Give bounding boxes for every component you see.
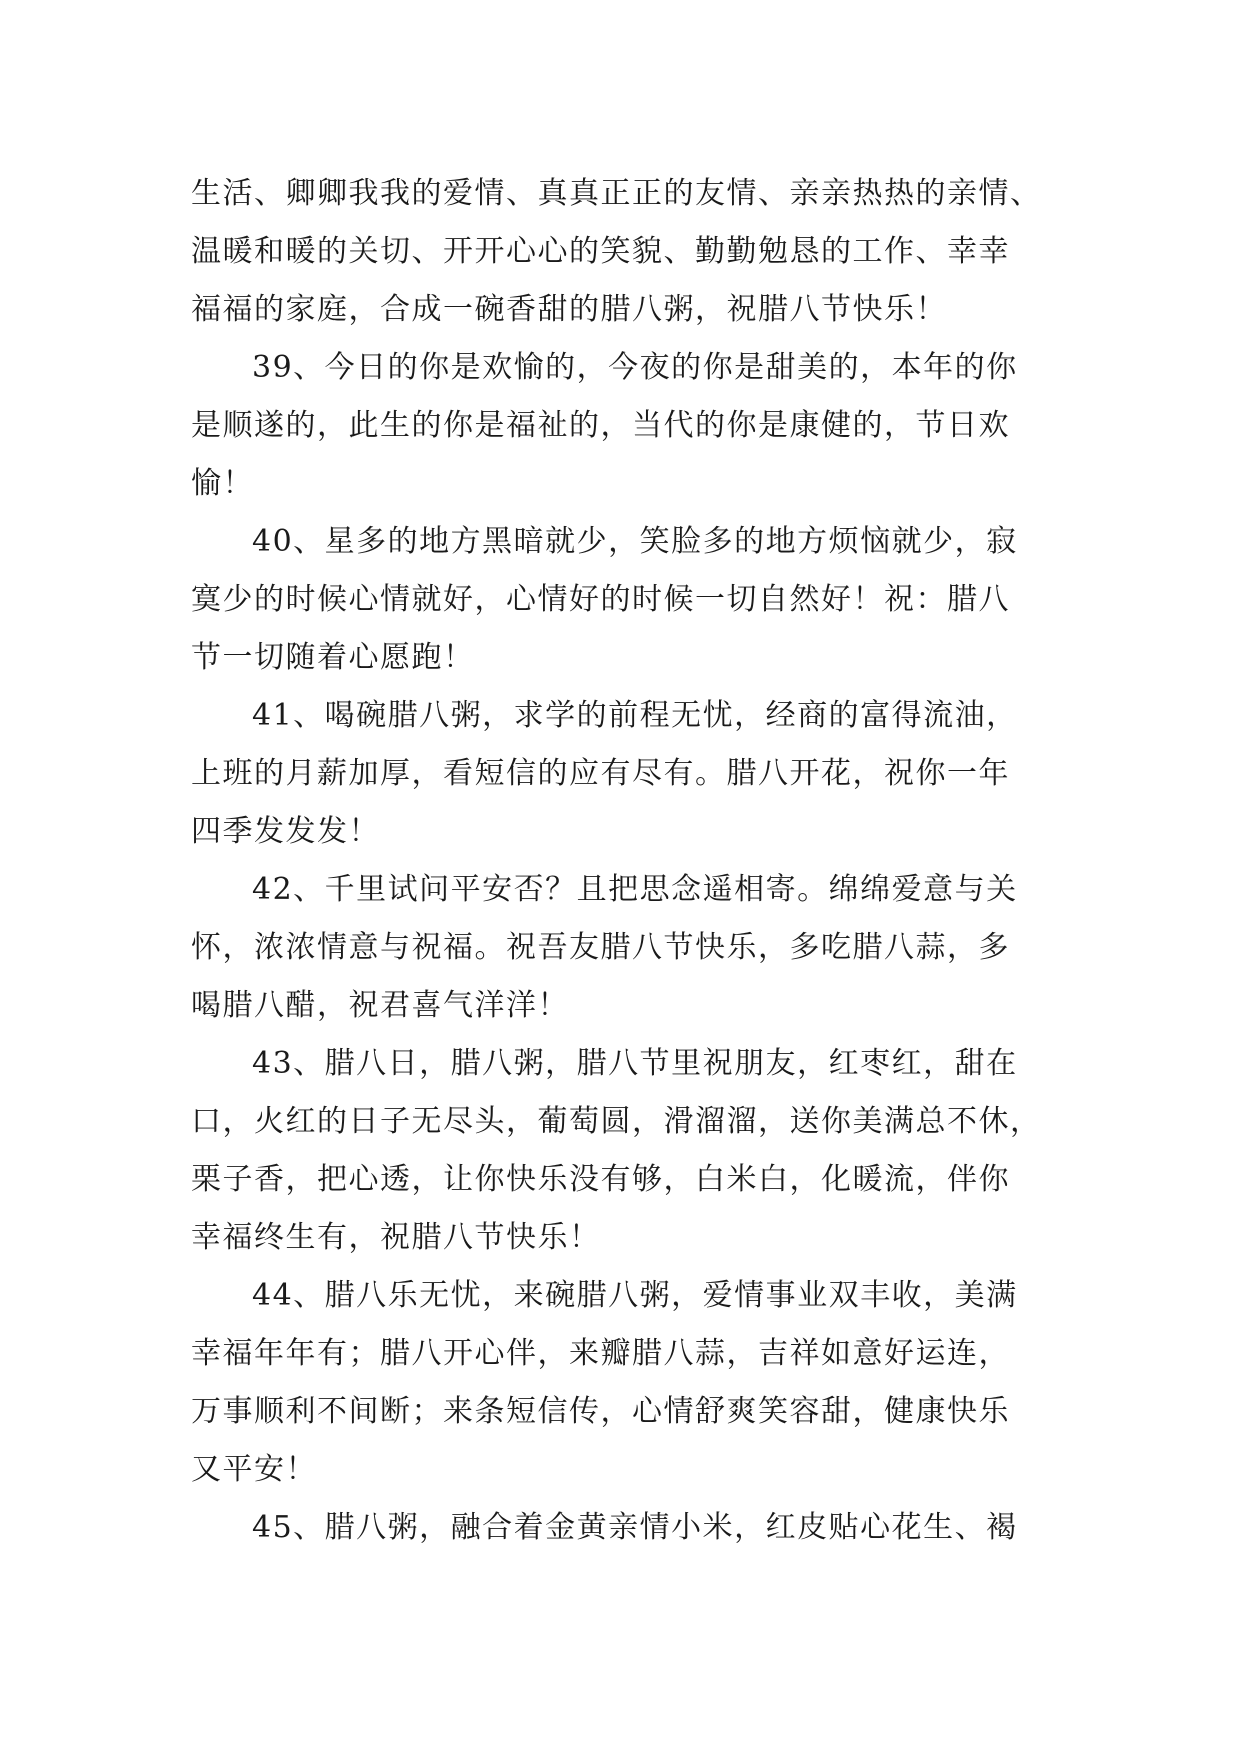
paragraph-line: 愉！ bbox=[191, 466, 254, 501]
paragraph-line: 节一切随着心愿跑！ bbox=[191, 640, 475, 675]
paragraph-line: 幸福终生有，祝腊八节快乐！ bbox=[191, 1220, 601, 1255]
document-body bbox=[191, 165, 1071, 1557]
paragraph-line: 是顺遂的，此生的你是福祉的，当代的你是康健的，节日欢 bbox=[191, 408, 1010, 443]
paragraph-line: 福福的家庭，合成一碗香甜的腊八粥，祝腊八节快乐！ bbox=[191, 292, 947, 327]
paragraph-line: 温暖和暖的关切、开开心心的笑貌、勤勤勉恳的工作、幸幸 bbox=[191, 234, 1010, 269]
paragraph-first-line: 40、星多的地方黑暗就少，笑脸多的地方烦恼就少，寂 bbox=[252, 524, 1018, 559]
paragraph-line: 万事顺利不间断；来条短信传，心情舒爽笑容甜，健康快乐 bbox=[191, 1394, 1010, 1429]
paragraph-line: 上班的月薪加厚，看短信的应有尽有。腊八开花，祝你一年 bbox=[191, 756, 1010, 791]
paragraph-first-line: 44、腊八乐无忧，来碗腊八粥，爱情事业双丰收，美满 bbox=[252, 1278, 1018, 1313]
paragraph-line: 幸福年年有；腊八开心伴，来瓣腊八蒜，吉祥如意好运连， bbox=[191, 1336, 1010, 1371]
paragraph-first-line: 45、腊八粥，融合着金黄亲情小米，红皮贴心花生、褐 bbox=[252, 1510, 1018, 1545]
paragraph-first-line: 41、喝碗腊八粥，求学的前程无忧，经商的富得流油， bbox=[252, 698, 1018, 733]
paragraph-first-line: 42、千里试问平安否？且把思念遥相寄。绵绵爱意与关 bbox=[252, 872, 1018, 907]
paragraph-line: 寞少的时候心情就好，心情好的时候一切自然好！祝：腊八 bbox=[191, 582, 1010, 617]
paragraph-line: 四季发发发！ bbox=[191, 814, 380, 849]
paragraph-line: 喝腊八醋，祝君喜气洋洋！ bbox=[191, 988, 569, 1023]
paragraph-line: 怀，浓浓情意与祝福。祝吾友腊八节快乐，多吃腊八蒜，多 bbox=[191, 930, 1010, 965]
paragraph-line: 又平安！ bbox=[191, 1452, 317, 1487]
paragraph-line: 口，火红的日子无尽头，葡萄圆，滑溜溜，送你美满总不休， bbox=[191, 1104, 1042, 1139]
paragraph-first-line: 43、腊八日，腊八粥，腊八节里祝朋友，红枣红，甜在 bbox=[252, 1046, 1018, 1081]
paragraph-first-line: 39、今日的你是欢愉的，今夜的你是甜美的，本年的你 bbox=[252, 350, 1018, 385]
paragraph-line: 栗子香，把心透，让你快乐没有够，白米白，化暖流，伴你 bbox=[191, 1162, 1010, 1197]
paragraph-line: 生活、卿卿我我的爱情、真真正正的友情、亲亲热热的亲情、 bbox=[191, 176, 1042, 211]
